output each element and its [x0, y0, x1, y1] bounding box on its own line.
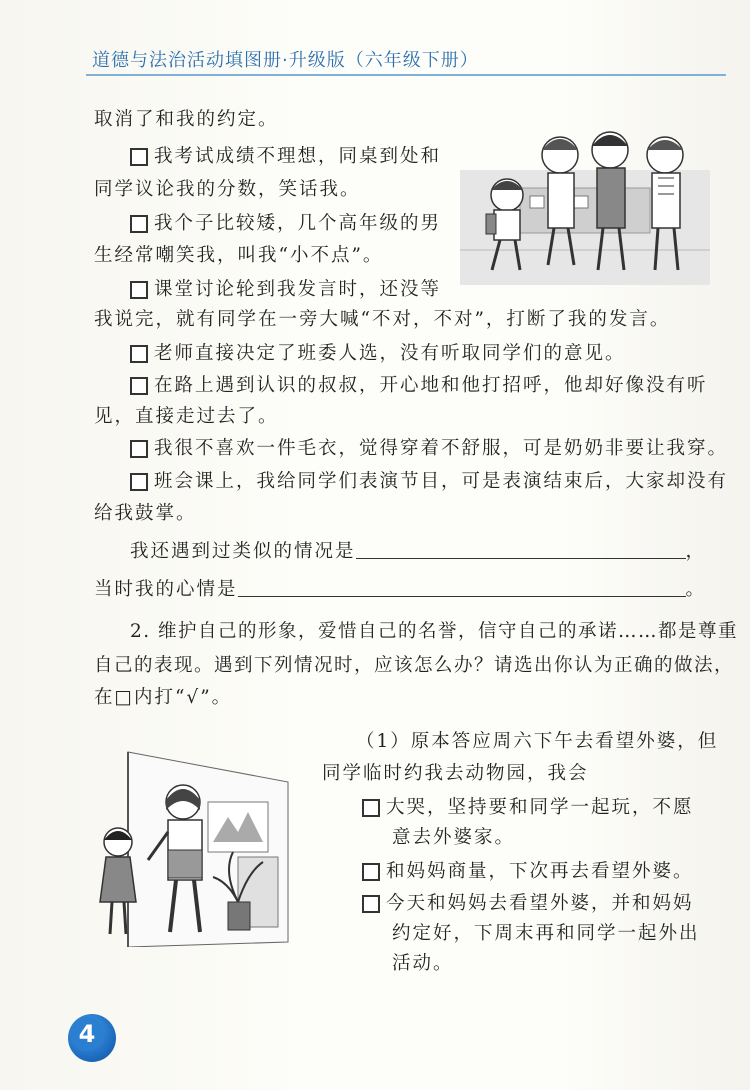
list-item [130, 212, 441, 236]
item-text: 我个子比较矮，几个高年级的男 [154, 213, 442, 234]
option-text: 和妈妈商量，下次再去看望外婆。 [386, 861, 694, 882]
list-item [130, 278, 441, 302]
list-item [130, 342, 626, 366]
page-number-badge [68, 1014, 116, 1062]
fill-prompt: 我还遇到过类似的情况是 [130, 541, 356, 562]
list-item [130, 437, 728, 461]
option-text-continued: 活动。 [392, 953, 454, 974]
item-text: 老师直接决定了班委人选，没有听取同学们的意见。 [154, 343, 626, 364]
item-text: 班会课上，我给同学们表演节目，可是表演结束后，大家却没有 [154, 471, 729, 492]
list-item [130, 374, 708, 398]
section-2-line: 自己的表现。遇到下列情况时，应该怎么办？请选出你认为正确的做法， [94, 655, 735, 676]
text-line: 见，直接走过去了。 [94, 406, 279, 427]
list-item [130, 470, 728, 494]
section-2-line: 2. 维护自己的形象，爱惜自己的名誉，信守自己的承诺……都是尊重 [130, 621, 739, 642]
checkbox[interactable] [130, 473, 148, 491]
answer-blank[interactable] [238, 578, 686, 597]
punctuation: 。 [685, 579, 707, 600]
text-line: 同学议论我的分数，笑话我。 [94, 179, 361, 200]
section-2-line: 在□内打“√”。 [94, 687, 233, 708]
option-item [362, 860, 694, 884]
checkbox[interactable] [130, 148, 148, 166]
header-divider [86, 74, 726, 76]
checkbox[interactable] [130, 345, 148, 363]
checkbox[interactable] [362, 863, 380, 881]
answer-blank[interactable] [356, 540, 686, 559]
fill-in-line-1 [130, 540, 706, 564]
text-line: 生经常嘲笑我，叫我“小不点”。 [94, 245, 384, 266]
text-line: 取消了和我的约定。 [94, 109, 279, 130]
text-line: 给我鼓掌。 [94, 503, 197, 524]
option-text: 今天和妈妈去看望外婆，并和妈妈 [386, 893, 694, 914]
checkbox[interactable] [130, 440, 148, 458]
item-text: 课堂讨论轮到我发言时，还没等 [154, 279, 442, 300]
page-header-title: 道德与法治活动填图册·升级版（六年级下册） [92, 50, 479, 71]
list-item [130, 145, 441, 169]
question-1-line: （1）原本答应周六下午去看望外婆，但 [356, 731, 719, 752]
punctuation: ， [685, 541, 707, 562]
checkbox[interactable] [130, 377, 148, 395]
option-text-continued: 约定好，下周末再和同学一起外出 [392, 923, 700, 944]
item-text: 在路上遇到认识的叔叔，开心地和他打招呼，他却好像没有听 [154, 375, 708, 396]
page-number: 4 [70, 1017, 104, 1051]
illustration-boys-teasing [460, 110, 710, 285]
text-line: 我说完，就有同学在一旁大喊“不对，不对”，打断了我的发言。 [94, 309, 671, 330]
option-text: 大哭，坚持要和同学一起玩，不愿 [386, 797, 694, 818]
checkbox[interactable] [362, 895, 380, 913]
question-1-line: 同学临时约我去动物园，我会 [322, 763, 589, 784]
checkbox[interactable] [362, 799, 380, 817]
illustration-girl-and-mother [88, 742, 298, 947]
option-item [362, 892, 694, 916]
item-text: 我很不喜欢一件毛衣，觉得穿着不舒服，可是奶奶非要让我穿。 [154, 438, 729, 459]
fill-prompt: 当时我的心情是 [94, 579, 238, 600]
item-text: 我考试成绩不理想，同桌到处和 [154, 146, 442, 167]
option-text-continued: 意去外婆家。 [392, 827, 516, 848]
checkbox[interactable] [130, 215, 148, 233]
checkbox[interactable] [130, 281, 148, 299]
option-item [362, 796, 694, 820]
fill-in-line-2 [94, 578, 706, 602]
